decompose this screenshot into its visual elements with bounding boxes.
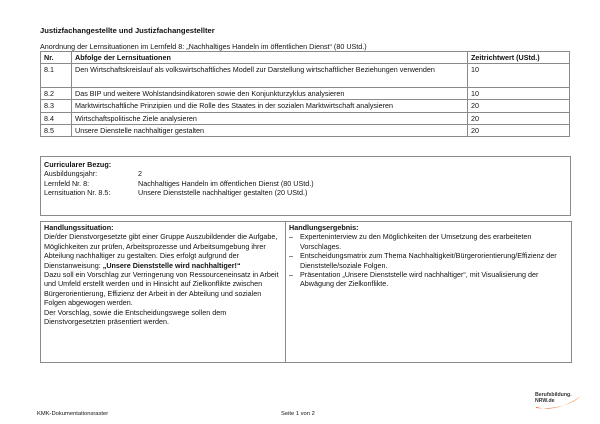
curricular-value: Nachhaltiges Handeln im öffentlichen Dienst (80 UStd.): [138, 178, 314, 188]
table-row: [41, 112, 570, 124]
dash-bullet-icon: –: [289, 232, 293, 242]
row-title: Unsere Dienstelle nachhaltiger gestalten: [72, 124, 468, 136]
header-time: Zeitrichtwert (UStd.): [468, 52, 570, 64]
row-time: 20: [468, 112, 570, 124]
curricular-row: [44, 169, 567, 178]
row-time: 10: [468, 64, 570, 88]
result-section: [286, 222, 571, 362]
row-nr: 8.1: [41, 64, 72, 88]
result-item-text: Entscheidungsmatrix zum Thema Nachhaltigkeit/Bürgerorientierung/Effizienz der Dienststelle/soziale Folgen.: [300, 251, 557, 270]
table-row: [41, 64, 570, 88]
result-list: [289, 232, 568, 288]
row-time: 20: [468, 124, 570, 136]
row-title: Marktwirtschaftliche Prinzipien und die Rolle des Staates in der sozialen Marktwirtschaft analysieren: [72, 100, 468, 112]
situation-quote: „Unsere Dienststelle wird nachhaltiger!“: [102, 260, 241, 270]
result-item: [289, 270, 568, 289]
berufsbildung-nrw-logo: [535, 392, 585, 412]
situation-intro: [44, 232, 282, 270]
table-row: [41, 88, 570, 100]
footer-page-number: Seite 1 von 2: [281, 411, 315, 417]
result-item-text: Präsentation „Unsere Dienststelle wird nachhaltiger“, mit Visualisierung der Abwägung der Zielkonflikte.: [300, 270, 539, 289]
result-heading: Handlungsergebnis:: [289, 223, 359, 232]
curricular-row: [44, 188, 567, 197]
situation-paragraph: Der Vorschlag, sowie die Entscheidungswege sollen dem Dienstvorgesetzten präsentiert werden.: [44, 307, 227, 327]
table-row: [41, 100, 570, 112]
row-nr: 8.2: [41, 88, 72, 100]
curricular-label: Ausbildungsjahr:: [44, 169, 98, 179]
curricular-row: [44, 179, 567, 188]
situation-result-box: [40, 221, 572, 363]
header-nr: Nr.: [41, 52, 72, 64]
row-time: 10: [468, 88, 570, 100]
logo-text: [535, 392, 572, 404]
dash-bullet-icon: –: [289, 251, 293, 261]
header-sequence: Abfolge der Lernsituationen: [72, 52, 468, 64]
row-title: Den Wirtschaftskreislauf als volkswirtschaftliches Modell zur Darstellung wirtschaftlicher Beziehungen verwenden: [72, 64, 468, 88]
learning-situations-table: [40, 51, 570, 137]
logo-line-1: Berufsbildung.: [535, 392, 572, 398]
footer-document-name: KMK-Dokumentationsraster: [37, 411, 109, 417]
table-row: [41, 124, 570, 136]
row-nr: 8.3: [41, 100, 72, 112]
curricular-reference-box: [40, 156, 571, 216]
situation-paragraph: Dazu soll ein Vorschlag zur Verringerung von Ressourceneinsatz in Arbeit und Umfeld erstellt werden und in Hinsicht auf Zielkonflikte zwischen Bürgerorientierung, Effizienz der Arbeit in der Abteilung und sozialen Folgen abgewogen werden.: [44, 270, 279, 308]
curricular-heading: Curricularer Bezug:: [44, 160, 112, 169]
result-item: [289, 232, 568, 251]
situation-intro-text: Die/der Dienstvorgesetzte gibt einer Gruppe Auszubildender die Aufgabe, Möglichkeiten zur prüfen, Arbeitsprozesse und Arbeitsumgebung ihrer Abteilung nachhaltiger zu gestalten. Dies erfolgt aufgrund der Dienstanweisung:: [44, 232, 278, 270]
curricular-label: Lernsituation Nr. 8.5:: [44, 188, 111, 198]
table-header-row: [41, 52, 570, 64]
dash-bullet-icon: –: [289, 270, 293, 280]
curricular-value: 2: [138, 169, 142, 179]
result-item: [289, 251, 568, 270]
table-caption: Anordnung der Lernsituationen im Lernfeld 8: „Nachhaltiges Handeln im öffentlichen Dienst“ (80 UStd.): [40, 42, 367, 51]
result-item-text: Experteninterview zu den Möglichkeiten der Umsetzung des erarbeiteten Vorschlages.: [300, 232, 532, 251]
logo-line-2: NRW.de: [535, 398, 555, 404]
document-title: Justizfachangestellte und Justizfachangestellter: [40, 26, 215, 35]
situation-heading: Handlungssituation:: [44, 223, 114, 232]
row-title: Das BIP und weitere Wohlstandsindikatoren sowie den Konjunkturzyklus analysieren: [72, 88, 468, 100]
curricular-value: Unsere Dienststelle nachhaltiger gestalten (20 UStd.): [138, 188, 308, 198]
row-nr: 8.5: [41, 124, 72, 136]
row-time: 20: [468, 100, 570, 112]
row-title: Wirtschaftspolitische Ziele analysieren: [72, 112, 468, 124]
situation-section: [41, 222, 286, 362]
curricular-label: Lernfeld Nr. 8:: [44, 178, 90, 188]
row-nr: 8.4: [41, 112, 72, 124]
